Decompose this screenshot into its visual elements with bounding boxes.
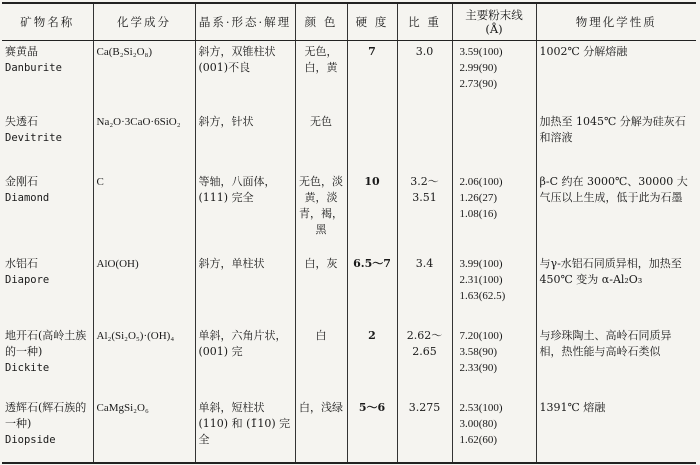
mineral-name-cn: 水铝石 — [5, 256, 38, 270]
color-cell: 白，浅绿 — [295, 397, 347, 463]
formula-cell: CaMgSi₂O₆ — [93, 397, 195, 463]
mineral-name-en: Danburite — [5, 62, 62, 74]
xrd-cell — [452, 253, 536, 325]
mineral-name-en: Diopside — [5, 433, 56, 446]
table-row — [2, 325, 696, 397]
mineral-name-cell — [2, 41, 93, 111]
mineral-name-cn: 地开石(高岭土族的一种) — [5, 328, 87, 358]
mineral-name-cn: 透辉石(辉石族的一种) — [5, 400, 87, 430]
table-row — [2, 253, 696, 325]
color-cell: 无色 — [295, 111, 347, 171]
crystal-cell: 斜方，单柱状 — [195, 253, 295, 325]
header-xrd-unit: (Å) — [485, 22, 503, 36]
xrd-line: 7.20(100) — [459, 329, 503, 342]
xrd-line: 3.59(100) — [459, 46, 503, 58]
table-body — [2, 41, 696, 463]
table-row — [2, 111, 696, 171]
formula-cell: Na₂O·3CaO·6SiO₂ — [93, 111, 195, 171]
table-row — [2, 41, 696, 111]
hardness-cell: 10 — [347, 171, 397, 253]
xrd-cell — [452, 397, 536, 463]
header-xrd — [452, 3, 536, 41]
xrd-line: 2.33(90) — [459, 361, 498, 374]
specific-gravity-cell: 3.4 — [397, 253, 452, 325]
crystal-cell: 单斜，六角片状，(001) 完 — [195, 325, 295, 397]
properties-cell: 加热至 1045℃ 分解为硅灰石和溶液 — [536, 111, 696, 171]
xrd-line: 2.31(100) — [459, 273, 503, 286]
header-name: 矿物名称 — [2, 3, 93, 41]
header-crystal: 晶系·形态·解理 — [195, 3, 295, 41]
specific-gravity-cell — [397, 111, 452, 171]
mineral-name-cn: 失透石 — [5, 114, 38, 128]
mineral-properties-table — [2, 2, 696, 464]
formula-cell: Al₂(Si₂O₅)·(OH)₄ — [93, 325, 195, 397]
formula-cell: AlO(OH) — [93, 253, 195, 325]
xrd-line: 1.08(16) — [459, 207, 498, 220]
color-cell: 无色，白，黄 — [295, 41, 347, 111]
properties-cell: β-C 约在 3000℃、30000 大气压以上生成，低于此为石墨 — [536, 171, 696, 253]
xrd-line: 3.00(80) — [459, 417, 498, 430]
xrd-cell — [452, 171, 536, 253]
crystal-cell: 斜方，针状 — [195, 111, 295, 171]
xrd-line: 2.73(90) — [459, 78, 498, 90]
mineral-name-en: Diamond — [5, 191, 50, 204]
xrd-line: 1.26(27) — [459, 191, 498, 204]
mineral-name-cell — [2, 397, 93, 463]
header-props: 物理化学性质 — [536, 3, 696, 41]
hardness-cell: 5～6 — [347, 397, 397, 463]
mineral-name-cell — [2, 111, 93, 171]
crystal-cell: 等轴，八面体，(111) 完全 — [195, 171, 295, 253]
mineral-name-en: Diapore — [5, 273, 50, 286]
hardness-cell — [347, 111, 397, 171]
hardness-cell: 2 — [347, 325, 397, 397]
header-sg: 比 重 — [397, 3, 452, 41]
mineral-name-en: Devitrite — [5, 131, 62, 144]
xrd-line: 2.06(100) — [459, 175, 503, 188]
xrd-cell — [452, 111, 536, 171]
mineral-name-cell — [2, 253, 93, 325]
properties-cell: 1391℃ 熔融 — [536, 397, 696, 463]
table-row — [2, 397, 696, 463]
header-xrd-label: 主要粉末线 — [465, 8, 523, 22]
xrd-cell — [452, 325, 536, 397]
mineral-name-cell — [2, 171, 93, 253]
specific-gravity-cell: 3.0 — [397, 41, 452, 111]
header-color: 颜 色 — [295, 3, 347, 41]
xrd-line: 3.99(100) — [459, 257, 503, 270]
properties-cell: 与γ-水铝石同质异相，加热至 450℃ 变为 α-Al₂O₃ — [536, 253, 696, 325]
xrd-line: 3.58(90) — [459, 345, 498, 358]
xrd-cell — [452, 41, 536, 111]
crystal-cell: 斜方，双锥柱状(001)不良 — [195, 41, 295, 111]
xrd-line: 2.99(90) — [459, 62, 498, 74]
crystal-cell: 单斜，短柱状(110) 和 (1̄10) 完全 — [195, 397, 295, 463]
formula-cell: C — [93, 171, 195, 253]
mineral-name-en: Dickite — [5, 361, 50, 374]
table-row — [2, 171, 696, 253]
properties-cell: 与珍珠陶土、高岭石同质异相，热性能与高岭石类似 — [536, 325, 696, 397]
xrd-line: 1.62(60) — [459, 433, 498, 446]
mineral-name-cn: 金刚石 — [5, 174, 38, 188]
properties-cell: 1002℃ 分解熔融 — [536, 41, 696, 111]
mineral-name-cn: 赛黄晶 — [5, 45, 38, 58]
header-formula: 化学成分 — [93, 3, 195, 41]
specific-gravity-cell: 2.62～2.65 — [397, 325, 452, 397]
color-cell: 白 — [295, 325, 347, 397]
table-header — [2, 3, 696, 41]
hardness-cell: 7 — [347, 41, 397, 111]
xrd-line: 2.53(100) — [459, 401, 503, 414]
color-cell: 无色，淡黄，淡青，褐，黑 — [295, 171, 347, 253]
color-cell: 白，灰 — [295, 253, 347, 325]
specific-gravity-cell: 3.275 — [397, 397, 452, 463]
mineral-name-cell — [2, 325, 93, 397]
xrd-line: 1.63(62.5) — [459, 289, 506, 302]
header-hardness: 硬 度 — [347, 3, 397, 41]
hardness-cell: 6.5～7 — [347, 253, 397, 325]
formula-cell: Ca(B₂Si₂O₈) — [93, 41, 195, 111]
specific-gravity-cell: 3.2～3.51 — [397, 171, 452, 253]
